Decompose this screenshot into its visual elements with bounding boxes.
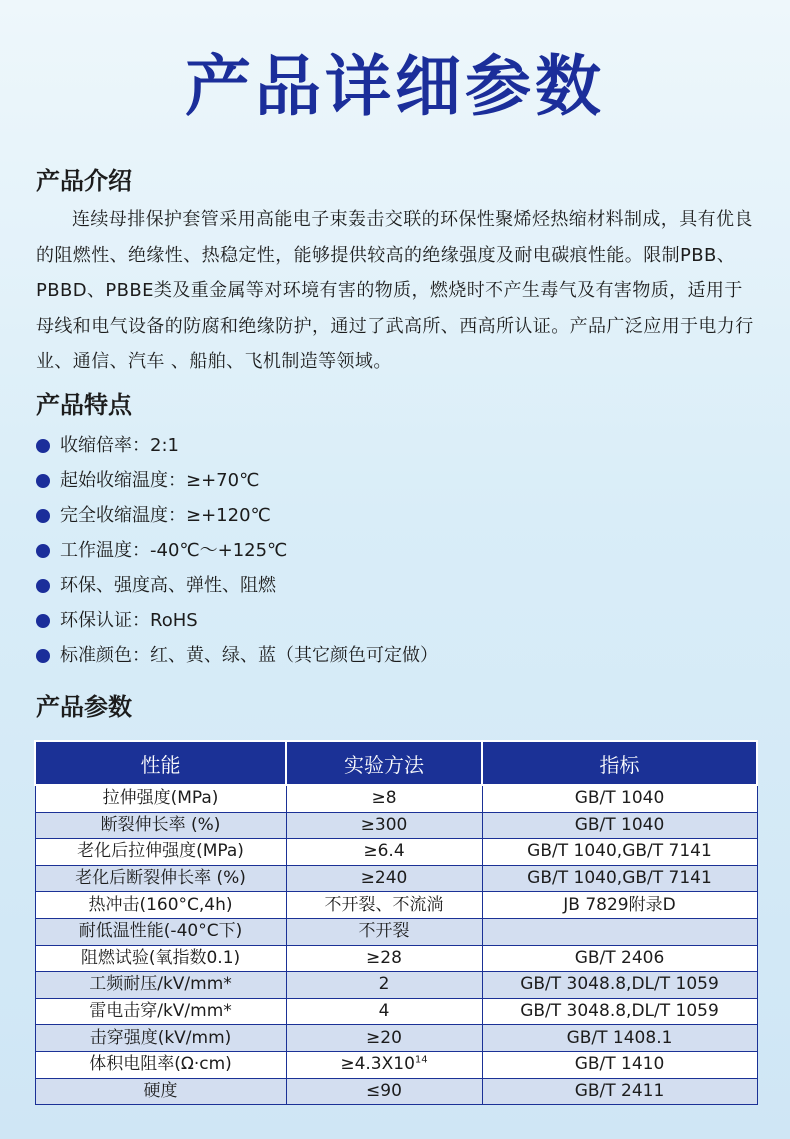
table-row bbox=[35, 892, 757, 919]
features-list bbox=[36, 428, 756, 673]
cell-method bbox=[286, 1051, 482, 1078]
cell-standard: GB/T 3048.8,DL/T 1059 bbox=[482, 998, 757, 1025]
features-title: 产品特点 bbox=[36, 391, 132, 419]
feature-item bbox=[36, 603, 756, 638]
table-row bbox=[35, 918, 757, 945]
table-row bbox=[35, 812, 757, 839]
column-header-property: 性能 bbox=[35, 741, 286, 785]
intro-title: 产品介绍 bbox=[36, 167, 132, 195]
cell-standard: GB/T 2411 bbox=[482, 1078, 757, 1105]
feature-text: 标准颜色：红、黄、绿、蓝（其它颜色可定做） bbox=[60, 645, 438, 666]
params-table bbox=[34, 740, 758, 1105]
cell-method: ≥20 bbox=[286, 1025, 482, 1052]
feature-text: 完全收缩温度：≥+120℃ bbox=[60, 505, 271, 526]
page-title: 产品详细参数 bbox=[185, 48, 605, 125]
feature-item bbox=[36, 638, 756, 673]
cell-standard: GB/T 1040,GB/T 7141 bbox=[482, 839, 757, 866]
table-row bbox=[35, 945, 757, 972]
cell-method: 4 bbox=[286, 998, 482, 1025]
feature-text: 环保、强度高、弹性、阻燃 bbox=[60, 575, 276, 596]
cell-method: ≥300 bbox=[286, 812, 482, 839]
cell-property: 老化后拉伸强度(MPa) bbox=[35, 839, 286, 866]
cell-method: ≥240 bbox=[286, 865, 482, 892]
bullet-dot-icon bbox=[36, 579, 50, 593]
cell-property: 断裂伸长率 (%) bbox=[35, 812, 286, 839]
cell-property: 工频耐压/kV/mm* bbox=[35, 972, 286, 999]
bullet-dot-icon bbox=[36, 649, 50, 663]
cell-property: 拉伸强度(MPa) bbox=[35, 785, 286, 812]
feature-text: 环保认证：RoHS bbox=[60, 610, 198, 631]
table-header-row bbox=[35, 741, 757, 785]
bullet-dot-icon bbox=[36, 509, 50, 523]
bullet-dot-icon bbox=[36, 614, 50, 628]
feature-text: 工作温度：-40℃～+125℃ bbox=[60, 540, 288, 561]
cell-property: 老化后断裂伸长率 (%) bbox=[35, 865, 286, 892]
cell-property: 击穿强度(kV/mm) bbox=[35, 1025, 286, 1052]
cell-method: 不开裂、不流淌 bbox=[286, 892, 482, 919]
cell-property: 体积电阻率(Ω·cm) bbox=[35, 1051, 286, 1078]
cell-method: ≥6.4 bbox=[286, 839, 482, 866]
cell-property: 耐低温性能(-40°C下) bbox=[35, 918, 286, 945]
cell-method: 不开裂 bbox=[286, 918, 482, 945]
table-row bbox=[35, 865, 757, 892]
feature-item bbox=[36, 568, 756, 603]
table-row bbox=[35, 1051, 757, 1078]
cell-property: 阻燃试验(氧指数0.1) bbox=[35, 945, 286, 972]
cell-method: ≥28 bbox=[286, 945, 482, 972]
cell-standard: GB/T 1040,GB/T 7141 bbox=[482, 865, 757, 892]
table-row bbox=[35, 785, 757, 812]
feature-text: 起始收缩温度：≥+70℃ bbox=[60, 470, 260, 491]
cell-standard bbox=[482, 918, 757, 945]
cell-method: ≤90 bbox=[286, 1078, 482, 1105]
feature-text: 收缩倍率：2:1 bbox=[60, 435, 179, 456]
cell-property: 热冲击(160°C,4h) bbox=[35, 892, 286, 919]
resistivity-exponent: 14 bbox=[414, 1054, 428, 1066]
cell-standard: GB/T 1040 bbox=[482, 785, 757, 812]
feature-item bbox=[36, 498, 756, 533]
bullet-dot-icon bbox=[36, 474, 50, 488]
cell-standard: GB/T 3048.8,DL/T 1059 bbox=[482, 972, 757, 999]
cell-method: 2 bbox=[286, 972, 482, 999]
intro-text: 连续母排保护套管采用高能电子束轰击交联的环保性聚烯烃热缩材料制成，具有优良的阻燃性、绝缘性、热稳定性，能够提供较高的绝缘强度及耐电碳痕性能。限制PBB、PBBD、PBBE类及重金属等对环境有害的物质，燃烧时不产生毒气及有害物质，适用于母线和电气设备的防腐和绝缘防护，通过了武高所、西高所认证。产品广泛应用于电力行业、通信、汽车 、船舶、飞机制造等领域。 bbox=[36, 209, 754, 372]
cell-property: 硬度 bbox=[35, 1078, 286, 1105]
table-row bbox=[35, 972, 757, 999]
table-row bbox=[35, 1025, 757, 1052]
cell-standard: GB/T 2406 bbox=[482, 945, 757, 972]
table-row bbox=[35, 839, 757, 866]
cell-standard: GB/T 1408.1 bbox=[482, 1025, 757, 1052]
cell-property: 雷电击穿/kV/mm* bbox=[35, 998, 286, 1025]
resistivity-value: ≥4.3X10 bbox=[340, 1054, 415, 1075]
column-header-method: 实验方法 bbox=[286, 741, 482, 785]
bullet-dot-icon bbox=[36, 439, 50, 453]
feature-item bbox=[36, 533, 756, 568]
cell-standard: GB/T 1040 bbox=[482, 812, 757, 839]
params-title: 产品参数 bbox=[36, 693, 132, 721]
bullet-dot-icon bbox=[36, 544, 50, 558]
cell-standard: JB 7829附录D bbox=[482, 892, 757, 919]
feature-item bbox=[36, 428, 756, 463]
cell-method: ≥8 bbox=[286, 785, 482, 812]
table-row bbox=[35, 1078, 757, 1105]
column-header-standard: 指标 bbox=[482, 741, 757, 785]
cell-standard: GB/T 1410 bbox=[482, 1051, 757, 1078]
table-row bbox=[35, 998, 757, 1025]
feature-item bbox=[36, 463, 756, 498]
